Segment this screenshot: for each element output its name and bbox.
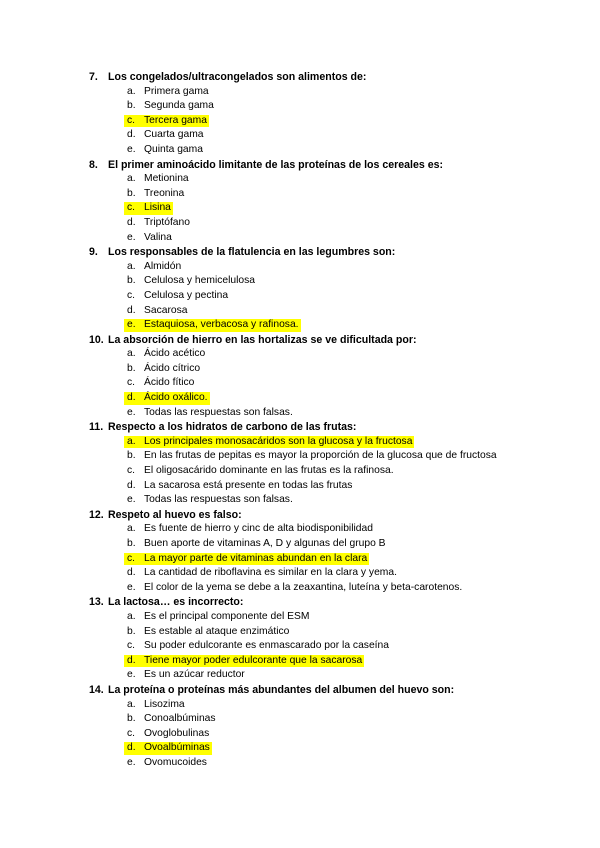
option-letter: c. bbox=[127, 727, 136, 739]
option-text: El color de la yema se debe a la zeaxantina, luteína y beta-carotenos. bbox=[144, 581, 463, 593]
answer-option bbox=[0, 741, 600, 756]
question-title bbox=[0, 420, 600, 435]
option-text: Buen aporte de vitaminas A, D y algunas del grupo B bbox=[144, 538, 386, 549]
answer-option bbox=[0, 625, 600, 640]
answer-option bbox=[0, 231, 600, 246]
option-text: Sacarosa bbox=[144, 304, 188, 316]
answer-option bbox=[0, 172, 600, 187]
answer-option bbox=[0, 537, 600, 552]
option-letter: d. bbox=[127, 479, 136, 491]
option-text: Quinta gama bbox=[144, 143, 203, 155]
answer-option bbox=[0, 668, 600, 683]
answer-option bbox=[0, 201, 600, 216]
answer-option bbox=[0, 654, 600, 669]
option-text: Cuarta gama bbox=[144, 129, 204, 141]
option-text: Metionina bbox=[144, 173, 189, 185]
question-title bbox=[0, 333, 600, 348]
option-letter: c. bbox=[127, 552, 136, 564]
option-letter: e. bbox=[127, 581, 136, 593]
option-letter: a. bbox=[127, 435, 136, 447]
option-text: Todas las respuestas son falsas. bbox=[144, 406, 293, 418]
question-title bbox=[0, 595, 600, 610]
option-text: Estaquiosa, verbacosa y rafinosa. bbox=[144, 319, 299, 331]
option-text: Tiene mayor poder edulcorante que la sacarosa bbox=[144, 654, 363, 666]
answer-option bbox=[0, 216, 600, 231]
option-text: En las frutas de pepitas es mayor la proporción de la glucosa que de fructosa bbox=[144, 450, 497, 462]
question-text: La absorción de hierro en las hortalizas se ve dificultada por: bbox=[108, 333, 417, 346]
option-text: Ácido fítico bbox=[144, 377, 195, 389]
option-text: Es un azúcar reductor bbox=[144, 669, 245, 681]
answer-option bbox=[0, 143, 600, 158]
answer-option bbox=[0, 639, 600, 654]
option-letter: e. bbox=[127, 406, 136, 418]
answer-option bbox=[0, 187, 600, 202]
option-text: Primera gama bbox=[144, 85, 209, 97]
option-letter: e. bbox=[127, 143, 136, 155]
option-letter: d. bbox=[127, 304, 136, 316]
option-letter: c. bbox=[127, 640, 136, 652]
option-letter: a. bbox=[127, 260, 136, 272]
option-letter: c. bbox=[127, 289, 136, 301]
option-text: Treonina bbox=[144, 187, 185, 199]
answer-option bbox=[0, 727, 600, 742]
option-text: Celulosa y pectina bbox=[144, 289, 229, 301]
answer-option bbox=[0, 449, 600, 464]
question-block bbox=[0, 70, 600, 158]
option-text: Tercera gama bbox=[144, 114, 207, 126]
question-text: Respeto al huevo es falso: bbox=[108, 508, 242, 521]
option-text: Ácido cítrico bbox=[144, 362, 201, 374]
answer-option bbox=[0, 756, 600, 771]
option-letter: d. bbox=[127, 392, 136, 404]
answer-option bbox=[0, 581, 600, 596]
question-number: 13. bbox=[89, 596, 104, 609]
question-title bbox=[0, 70, 600, 85]
answer-option bbox=[0, 260, 600, 275]
option-text: Almidón bbox=[144, 260, 182, 272]
answer-option bbox=[0, 318, 600, 333]
question-block bbox=[0, 158, 600, 246]
option-letter: b. bbox=[127, 450, 136, 462]
option-letter: e. bbox=[127, 319, 136, 331]
answer-option bbox=[0, 347, 600, 362]
option-text: Todas las respuestas son falsas. bbox=[144, 494, 293, 506]
question-block bbox=[0, 508, 600, 596]
question-text: La lactosa… es incorrecto: bbox=[108, 596, 244, 609]
answer-option bbox=[0, 610, 600, 625]
option-letter: b. bbox=[127, 275, 136, 287]
answer-option bbox=[0, 479, 600, 494]
option-text: Segunda gama bbox=[144, 100, 214, 112]
option-letter: c. bbox=[127, 114, 136, 126]
answer-option bbox=[0, 289, 600, 304]
question-number: 12. bbox=[89, 508, 104, 521]
question-number: 10. bbox=[89, 333, 104, 346]
question-number: 9. bbox=[89, 246, 98, 259]
answer-option bbox=[0, 566, 600, 581]
answer-option bbox=[0, 274, 600, 289]
answer-option bbox=[0, 464, 600, 479]
option-text: La mayor parte de vitaminas abundan en la clara bbox=[144, 552, 368, 564]
question-text: La proteína o proteínas más abundantes del albumen del huevo son: bbox=[108, 683, 455, 696]
question-text: El primer aminoácido limitante de las proteínas de los cereales es: bbox=[108, 158, 444, 171]
question-block bbox=[0, 683, 600, 771]
option-letter: a. bbox=[127, 523, 136, 535]
question-title bbox=[0, 245, 600, 260]
question-text: Los congelados/ultracongelados son alimentos de: bbox=[108, 71, 367, 83]
question-number: 7. bbox=[89, 71, 98, 83]
option-text: Ovoalbúminas bbox=[144, 742, 210, 754]
answer-option bbox=[0, 99, 600, 114]
answer-option bbox=[0, 493, 600, 508]
option-text: Triptófano bbox=[144, 216, 190, 228]
answer-option bbox=[0, 362, 600, 377]
option-text: Ovoglobulinas bbox=[144, 727, 210, 739]
option-text: Lisina bbox=[144, 202, 171, 214]
option-text: Ovomucoides bbox=[144, 756, 207, 768]
option-letter: c. bbox=[127, 202, 136, 214]
option-text: Ácido acético bbox=[144, 348, 206, 360]
option-text: Lisozima bbox=[144, 698, 185, 710]
option-letter: a. bbox=[127, 85, 136, 97]
answer-option bbox=[0, 391, 600, 406]
quiz-list bbox=[0, 70, 600, 771]
option-letter: e. bbox=[127, 494, 136, 506]
option-letter: a. bbox=[127, 348, 136, 360]
answer-option bbox=[0, 304, 600, 319]
question-number: 8. bbox=[89, 158, 98, 171]
question-title bbox=[0, 683, 600, 698]
answer-option bbox=[0, 85, 600, 100]
option-text: Conoalbúminas bbox=[144, 713, 216, 725]
option-letter: d. bbox=[127, 567, 136, 579]
option-letter: c. bbox=[127, 377, 136, 389]
option-letter: b. bbox=[127, 538, 136, 549]
question-block bbox=[0, 245, 600, 333]
option-letter: d. bbox=[127, 216, 136, 228]
option-text: La cantidad de riboflavina es similar en la clara y yema. bbox=[144, 567, 397, 579]
question-text: Los responsables de la flatulencia en las legumbres son: bbox=[108, 246, 396, 259]
option-text: Es el principal componente del ESM bbox=[144, 610, 310, 622]
option-letter: b. bbox=[127, 100, 136, 112]
option-letter: a. bbox=[127, 173, 136, 185]
option-letter: d. bbox=[127, 742, 136, 754]
option-letter: a. bbox=[127, 610, 136, 622]
question-title bbox=[0, 508, 600, 523]
answer-option bbox=[0, 128, 600, 143]
option-text: Es fuente de hierro y cinc de alta biodisponibilidad bbox=[144, 523, 373, 535]
option-text: Celulosa y hemicelulosa bbox=[144, 275, 256, 287]
question-block bbox=[0, 420, 600, 508]
option-letter: e. bbox=[127, 756, 136, 768]
question-number: 11. bbox=[89, 421, 104, 434]
option-text: Los principales monosacáridos son la glucosa y la fructosa bbox=[144, 435, 413, 447]
option-letter: a. bbox=[127, 698, 136, 710]
answer-option bbox=[0, 114, 600, 129]
option-letter: b. bbox=[127, 713, 136, 725]
option-letter: d. bbox=[127, 129, 136, 141]
option-letter: c. bbox=[127, 465, 136, 477]
answer-option bbox=[0, 435, 600, 450]
option-text: Ácido oxálico. bbox=[144, 392, 208, 404]
option-letter: b. bbox=[127, 625, 136, 637]
option-text: Es estable al ataque enzimático bbox=[144, 625, 290, 637]
question-block bbox=[0, 333, 600, 421]
answer-option bbox=[0, 522, 600, 537]
option-text: La sacarosa está presente en todas las frutas bbox=[144, 479, 353, 491]
answer-option bbox=[0, 406, 600, 421]
answer-option bbox=[0, 712, 600, 727]
answer-option bbox=[0, 376, 600, 391]
option-text: Su poder edulcorante es enmascarado por la caseína bbox=[144, 640, 389, 652]
question-text: Respecto a los hidratos de carbono de las frutas: bbox=[108, 421, 357, 434]
answer-option bbox=[0, 698, 600, 713]
option-letter: d. bbox=[127, 654, 136, 666]
option-letter: b. bbox=[127, 187, 136, 199]
option-text: Valina bbox=[144, 231, 172, 243]
question-number: 14. bbox=[89, 683, 104, 696]
option-letter: b. bbox=[127, 362, 136, 374]
option-letter: e. bbox=[127, 669, 136, 681]
option-text: El oligosacárido dominante en las frutas es la rafinosa. bbox=[144, 465, 394, 477]
question-title bbox=[0, 158, 600, 173]
question-block bbox=[0, 595, 600, 683]
option-letter: e. bbox=[127, 231, 136, 243]
answer-option bbox=[0, 552, 600, 567]
